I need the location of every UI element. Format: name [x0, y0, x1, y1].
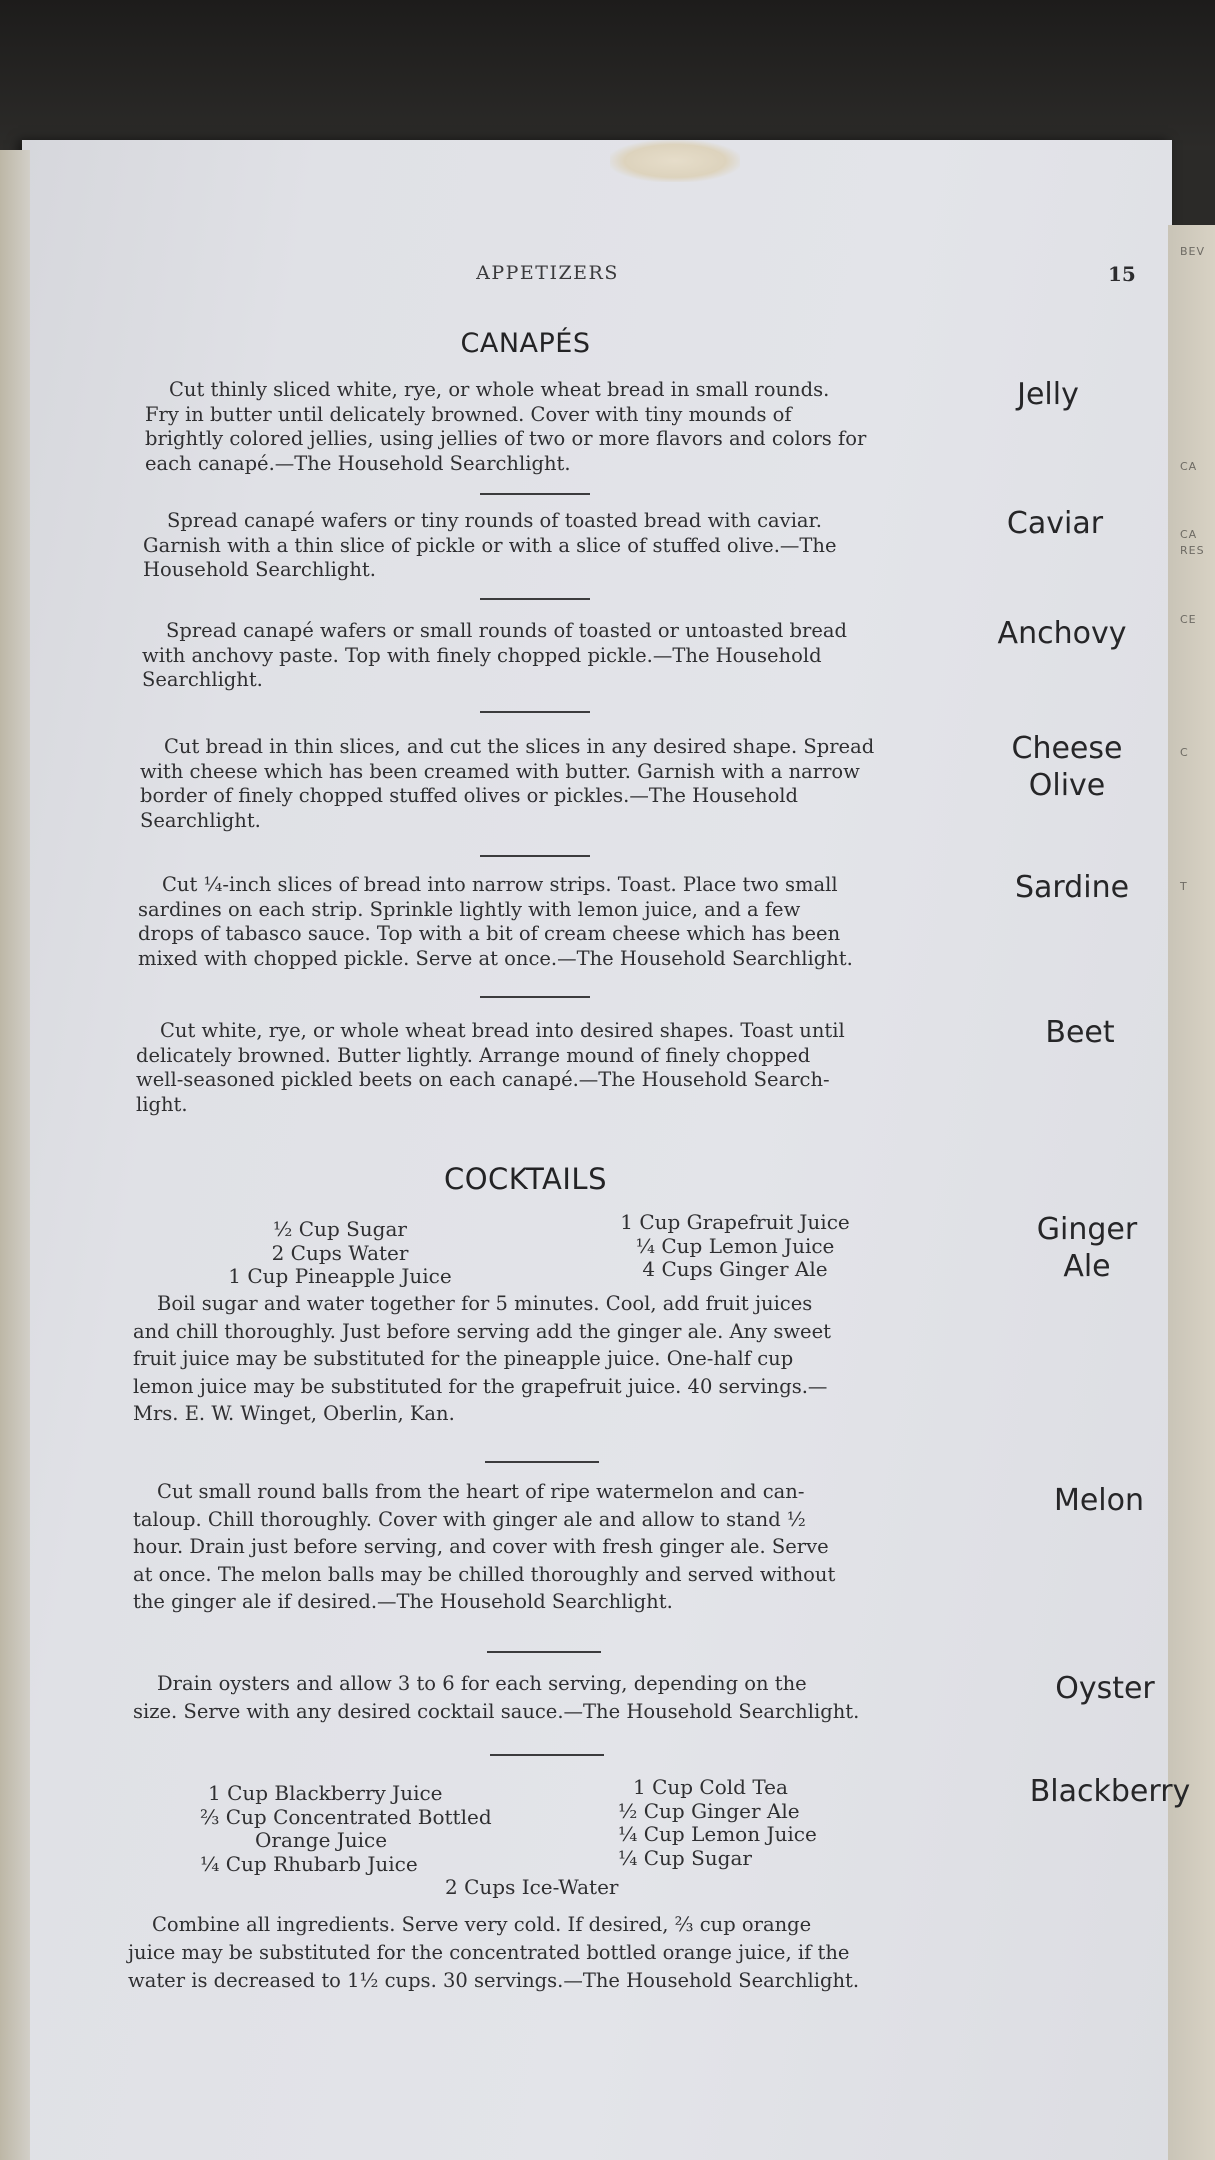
recipe-ginger-ale-text: Boil sugar and water together for 5 minutes. Cool, add fruit juices and chill thoroughly. Just before serving add the ginger ale. Any sweet fruit juice may be substituted for the pineapple juice. One-half cup lemon juice may be substituted for the grapefruit juice. 40 servings.— Mrs. E. W. Winget, Oberlin, Kan. — [133, 1292, 831, 1425]
tab-label[interactable]: T — [1180, 880, 1188, 893]
ginger-ale-ingredients-left: ½ Cup Sugar 2 Cups Water 1 Cup Pineapple Juice — [228, 1217, 452, 1288]
index-tabs — [1168, 225, 1215, 2160]
background-dark — [0, 0, 1215, 150]
ginger-ale-ingredients-right: 1 Cup Grapefruit Juice ¼ Cup Lemon Juice 4 Cups Ginger Ale — [620, 1210, 850, 1281]
recipe-jelly-text: Cut thinly sliced white, rye, or whole wheat bread in small rounds. Fry in butter until delicately browned. Cover with tiny mounds of brightly colored jellies, using jellies of two or more flavors and colors for each canapé.—The Household Searchlight. — [145, 378, 867, 475]
tab-label[interactable]: CE — [1180, 613, 1197, 626]
section-title-cocktails: COCKTAILS — [443, 1162, 607, 1196]
divider-rule — [480, 855, 590, 857]
tab-label[interactable]: CA — [1180, 460, 1198, 473]
recipe-melon-text: Cut small round balls from the heart of ripe watermelon and can- taloup. Chill thoroughly. Cover with ginger ale and allow to stand ½ hour. Drain just before serving, and cover with fresh ginger ale. Serve at once. The melon balls may be chilled thoroughly and served without the ginger ale if desired.—The Household Searchlight. — [133, 1480, 836, 1613]
recipe-label-sardine: Sardine — [1014, 870, 1130, 905]
recipe-sardine-text: Cut ¼-inch slices of bread into narrow strips. Toast. Place two small sardines on each strip. Sprinkle lightly with lemon juice, and a few drops of tabasco sauce. Top with a bit of cream cheese which has been mixed with chopped pickle. Serve at once.—The Household Searchlight. — [138, 873, 853, 970]
divider-rule — [490, 1754, 604, 1756]
blackberry-ingredient-center: 2 Cups Ice-Water — [445, 1875, 619, 1899]
recipe-label-anchovy: Anchovy — [997, 616, 1127, 651]
divider-rule — [485, 1461, 599, 1463]
blackberry-ingredients-left: 1 Cup Blackberry Juice ⅔ Cup Concentrated Bottled Orange Juice ¼ Cup Rhubarb Juice — [200, 1781, 492, 1876]
divider-rule — [487, 1651, 601, 1653]
recipe-label-jelly: Jelly — [1017, 377, 1079, 412]
divider-rule — [480, 598, 590, 600]
recipe-label-beet: Beet — [1045, 1015, 1115, 1050]
section-title-canapes: CANAPÉS — [460, 328, 591, 359]
page-number: 15 — [1108, 262, 1136, 286]
recipe-label-ginger-ale: Ginger Ale — [1036, 1212, 1138, 1284]
paper-stain — [610, 140, 740, 182]
blackberry-ingredients-right: 1 Cup Cold Tea ½ Cup Ginger Ale ¼ Cup Lemon Juice ¼ Cup Sugar — [618, 1775, 817, 1870]
recipe-caviar-text: Spread canapé wafers or tiny rounds of toasted bread with caviar. Garnish with a thin slice of pickle or with a slice of stuffed olive.—The Household Searchlight. — [143, 509, 837, 581]
running-head: APPETIZERS — [476, 262, 619, 284]
recipe-label-caviar: Caviar — [1006, 506, 1104, 541]
recipe-label-blackberry: Blackberry — [1029, 1774, 1191, 1809]
divider-rule — [480, 493, 590, 495]
divider-rule — [480, 711, 590, 713]
recipe-label-oyster: Oyster — [1055, 1671, 1155, 1706]
tab-label[interactable]: BEV — [1180, 245, 1206, 258]
divider-rule — [480, 996, 590, 998]
tab-label[interactable]: RES — [1180, 544, 1205, 557]
recipe-oyster-text: Drain oysters and allow 3 to 6 for each serving, depending on the size. Serve with any desired cocktail sauce.—The Household Searchlight. — [133, 1672, 860, 1723]
recipe-cheese-olive-text: Cut bread in thin slices, and cut the slices in any desired shape. Spread with cheese which has been creamed with butter. Garnish with a narrow border of finely chopped stuffed olives or pickles.—The Household Searchlight. — [140, 735, 875, 832]
tab-label[interactable]: CA — [1180, 528, 1198, 541]
recipe-anchovy-text: Spread canapé wafers or small rounds of toasted or untoasted bread with anchovy paste. Top with finely chopped pickle.—The Household Searchlight. — [142, 619, 848, 691]
tab-label[interactable]: C — [1180, 746, 1189, 759]
recipe-beet-text: Cut white, rye, or whole wheat bread into desired shapes. Toast until delicately browned. Butter lightly. Arrange mound of finely chopped well-seasoned pickled beets on each canapé.—The Household Search- light. — [136, 1019, 845, 1116]
page-binding-edge — [0, 150, 30, 2160]
recipe-blackberry-text: Combine all ingredients. Serve very cold. If desired, ⅔ cup orange juice may be substituted for the concentrated bottled orange juice, if the water is decreased to 1½ cups. 30 servings.—The Household Searchlight. — [128, 1913, 860, 1992]
recipe-label-melon: Melon — [1053, 1483, 1145, 1518]
recipe-label-cheese-olive: Cheese Olive — [1011, 731, 1123, 803]
